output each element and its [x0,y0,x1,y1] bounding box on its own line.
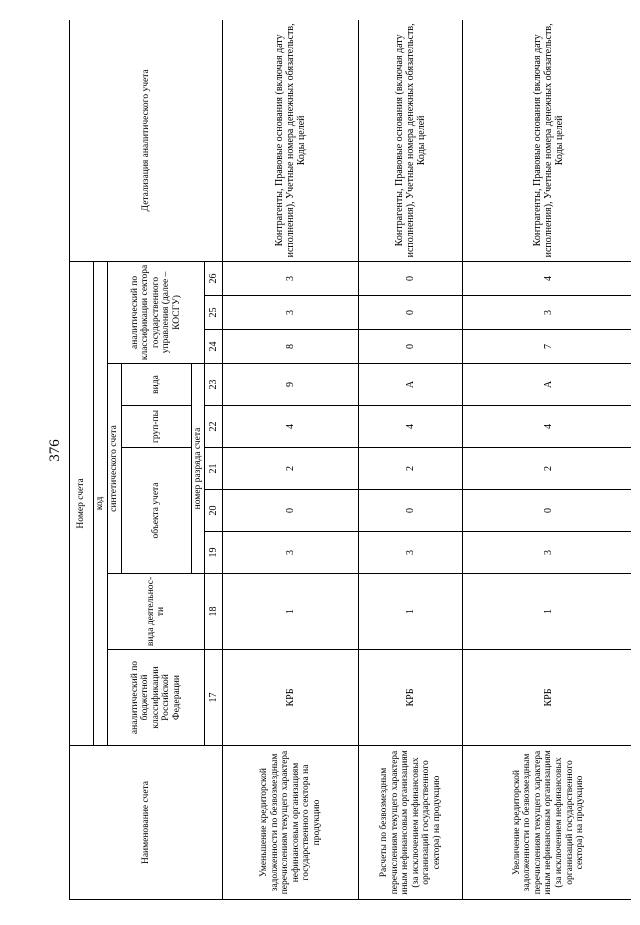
row-digit-22: 4 [463,406,631,448]
row-activity-code: 1 [223,574,359,650]
row-bk-code: КРБ [223,650,359,746]
row-detail: Контрагенты, Правовые основания (включая дату исполнения), Учетные номера денежных обязательств, Коды целей [463,20,631,261]
table-row [223,20,359,900]
col-number-21: 21 [205,448,223,490]
row-digit-19: 3 [223,532,359,574]
header-account-number: Номер счета [70,261,94,745]
row-digit-23: 9 [223,364,359,406]
row-digit-26: 0 [359,261,463,295]
row-digit-22: 4 [359,406,463,448]
rotated-table-area [69,20,631,900]
table-row [359,20,463,900]
row-account-name: Увеличение кредиторской задолженности по безвозмездным перечислениям текущего характера иным нефинансовым организациям (за исключением нефинансовых организаций государственного сектора) на продукцию [463,746,631,900]
accounts-table [69,20,631,900]
row-digit-26: 4 [463,261,631,295]
row-digit-20: 0 [463,490,631,532]
row-bk-code: КРБ [359,650,463,746]
row-digit-20: 0 [359,490,463,532]
header-synthetic: синтетического счета [108,364,122,574]
row-detail: Контрагенты, Правовые основания (включая дату исполнения), Учетные номера денежных обязательств, Коды целей [223,20,359,261]
col-number-23: 23 [205,364,223,406]
header-group: груп-пы [121,406,191,448]
row-digit-24: 7 [463,330,631,364]
header-type: вида [121,364,191,406]
row-activity-code: 1 [359,574,463,650]
header-digit-number: номер разряда счета [191,364,205,574]
row-digit-19: 3 [463,532,631,574]
row-digit-25: 3 [223,296,359,330]
header-object: объекта учета [121,448,191,574]
col-number-17: 17 [205,650,223,746]
row-digit-24: 0 [359,330,463,364]
row-digit-25: 0 [359,296,463,330]
row-digit-26: 3 [223,261,359,295]
row-digit-20: 0 [223,490,359,532]
header-kosgu: аналитический по классификации сектора государственного управления (далее – КОСГУ) [108,261,205,363]
col-number-24: 24 [205,330,223,364]
row-digit-19: 3 [359,532,463,574]
row-account-name: Уменьшение кредиторской задолженности по безвозмездным перечислениям текущего характера нефинансовым организациям государственного сектора на продукцию [223,746,359,900]
row-digit-25: 3 [463,296,631,330]
page-number: 376 [46,438,63,462]
row-digit-24: 8 [223,330,359,364]
header-bk: аналитический по бюджетной классификации Российской Федерации [108,650,205,746]
col-number-26: 26 [205,261,223,295]
table-frame [69,20,631,900]
header-code: код [94,261,108,745]
row-account-name: Расчеты по безвозмездным перечислениям текущего характера иным нефинансовым организациям (за исключением нефинансовых организаций государственного сектора) на продукцию [359,746,463,900]
col-number-20: 20 [205,490,223,532]
row-bk-code: КРБ [463,650,631,746]
row-digit-21: 2 [463,448,631,490]
row-digit-21: 2 [223,448,359,490]
row-activity-code: 1 [463,574,631,650]
row-detail: Контрагенты, Правовые основания (включая дату исполнения), Учетные номера денежных обязательств, Коды целей [359,20,463,261]
row-digit-23: А [359,364,463,406]
row-digit-23: А [463,364,631,406]
header-account-name: Наименование счета [70,746,223,900]
col-number-18: 18 [205,574,223,650]
header-detail: Детализация аналитического учета [70,20,223,261]
col-number-25: 25 [205,296,223,330]
header-activity-type: вида деятельнос-ти [108,574,205,650]
row-digit-22: 4 [223,406,359,448]
row-digit-21: 2 [359,448,463,490]
table-row [463,20,631,900]
col-number-19: 19 [205,532,223,574]
col-number-22: 22 [205,406,223,448]
